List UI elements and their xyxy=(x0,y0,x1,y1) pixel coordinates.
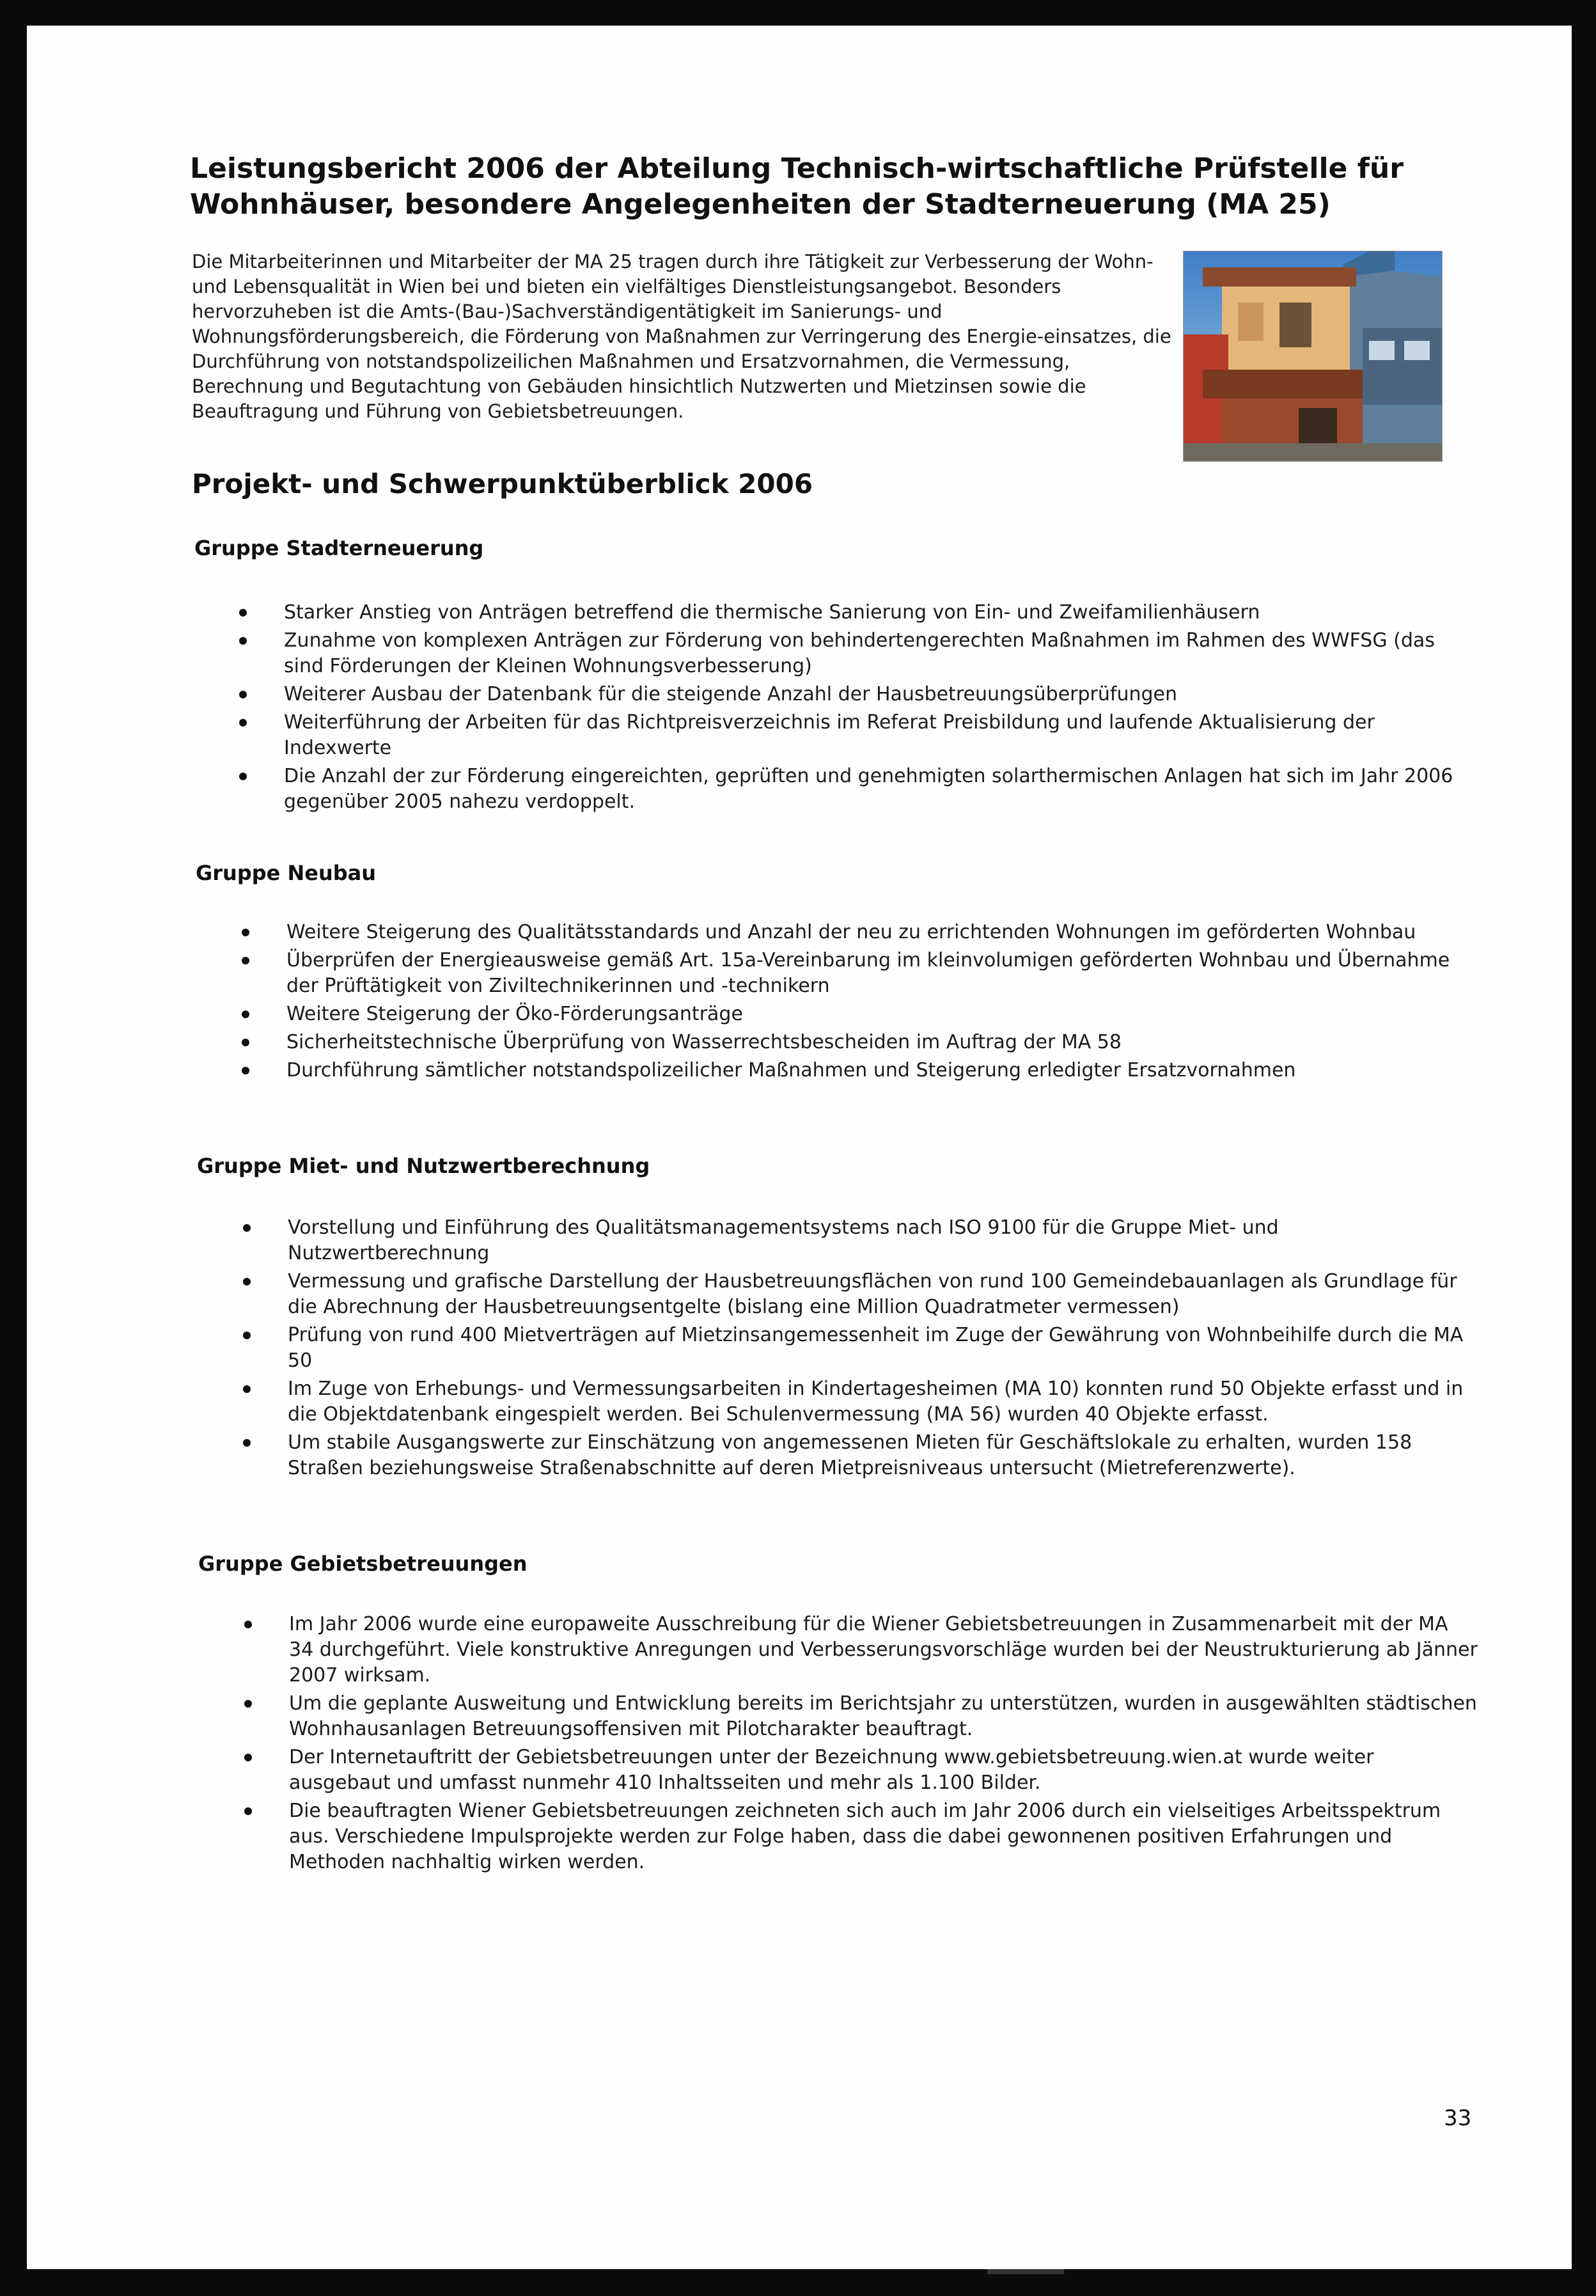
scan-binding-mark xyxy=(987,2269,1064,2274)
bullet-icon xyxy=(242,957,249,964)
list-item: Im Zuge von Erhebungs- und Vermessungsarbeiten in Kindertagesheimen (MA 10) konnten rund 50 Objekte erfasst und in die Objektdatenbank eingespielt werden. Bei Schulenvermessung (MA 56) wurden 40 Objekte erfasst. xyxy=(243,1376,1477,1427)
list-item: Im Jahr 2006 wurde eine europaweite Ausschreibung für die Wiener Gebietsbetreuungen in Zusammenarbeit mit der MA 34 durchgeführt. Viele konstruktive Anregungen und Verbesserungsvorschläge wurden bei der Neustrukturierung ab Jänner 2007 wirksam. xyxy=(244,1612,1478,1688)
section-heading: Projekt- und Schwerpunktüberblick 2006 xyxy=(192,468,813,499)
list-item: Weiterführung der Arbeiten für das Richtpreisverzeichnis im Referat Preisbildung und laufende Aktualisierung der Indexwerte xyxy=(239,710,1473,761)
list-item: Um die geplante Ausweitung und Entwicklung bereits im Berichtsjahr zu unterstützen, wurden in ausgewählten städtischen Wohnhausanlagen Betreuungsoffensiven mit Pilotcharakter beauftragt. xyxy=(244,1691,1478,1742)
list-gebietsbetreuungen xyxy=(244,1612,1478,1878)
list-item: Zunahme von komplexen Anträgen zur Förderung von behindertengerechten Maßnahmen im Rahmen des WWFSG (das sind Förderungen der Kleinen Wohnungsverbesserung) xyxy=(239,628,1473,679)
list-stadterneuerung xyxy=(239,600,1473,817)
bullet-icon xyxy=(243,1332,251,1339)
bullet-icon xyxy=(239,773,247,780)
bullet-icon xyxy=(244,1754,252,1761)
bullet-icon xyxy=(242,1039,249,1046)
bullet-icon xyxy=(242,929,249,936)
bullet-icon xyxy=(243,1439,251,1447)
bullet-icon xyxy=(244,1807,252,1815)
list-item: Starker Anstieg von Anträgen betreffend die thermische Sanierung von Ein- und Zweifamilienhäusern xyxy=(239,600,1473,625)
bullet-icon xyxy=(243,1224,251,1232)
bullet-icon xyxy=(244,1621,252,1628)
group-heading-miet-nutzwert: Gruppe Miet- und Nutzwertberechnung xyxy=(197,1154,650,1178)
list-item: Weitere Steigerung des Qualitätsstandards und Anzahl der neu zu errichtenden Wohnungen im geförderten Wohnbau xyxy=(242,920,1476,945)
bullet-icon xyxy=(243,1385,251,1393)
list-item: Vermessung und grafische Darstellung der Hausbetreuungsflächen von rund 100 Gemeindebauanlagen als Grundlage für die Abrechnung der Hausbetreuungsentgelte (bislang eine Million Quadratmeter vermessen) xyxy=(243,1269,1477,1320)
intro-paragraph: Die Mitarbeiterinnen und Mitarbeiter der MA 25 tragen durch ihre Tätigkeit zur Verbesserung der Wohn- und Lebensqualität in Wien bei und bieten ein vielfältiges Dienstleistungsangebot. Besonders hervorzuheben ist die Amts-(Bau-)Sachverständigentätigkeit im Sanierungs- und Wohnungsförderungsbereich, die Förderung von Maßnahmen zur Verringerung des Energie-einsatzes, die Durchführung von notstandspolizeilichen Maßnahmen und Ersatzvornahmen, die Vermessung, Berechnung und Begutachtung von Gebäuden hinsichtlich Nutzwerten und Mietzinsen sowie die Beauftragung und Führung von Gebietsbetreuungen. xyxy=(192,251,1171,422)
group-heading-gebietsbetreuungen: Gruppe Gebietsbetreuungen xyxy=(198,1552,528,1576)
list-item: Die beauftragten Wiener Gebietsbetreuungen zeichneten sich auch im Jahr 2006 durch ein vielseitiges Arbeitsspektrum aus. Verschiedene Impulsprojekte werden zur Folge haben, dass die dabei gewonnenen positiven Erfahrungen und Methoden nachhaltig wirken werden. xyxy=(244,1798,1478,1875)
page-number: 33 xyxy=(1444,2105,1472,2131)
list-item: Überprüfen der Energieausweise gemäß Art. 15a-Vereinbarung im kleinvolumigen geförderten Wohnbau und Übernahme der Prüftätigkeit von Ziviltechnikerinnen und -technikern xyxy=(242,948,1476,999)
bullet-icon xyxy=(239,719,247,727)
list-item: Die Anzahl der zur Förderung eingereichten, geprüften und genehmigten solarthermischen Anlagen hat sich im Jahr 2006 gegenüber 2005 nahezu verdoppelt. xyxy=(239,764,1473,815)
list-miet-nutzwert xyxy=(243,1215,1477,1484)
bullet-icon xyxy=(239,691,247,698)
bullet-icon xyxy=(239,609,247,617)
list-neubau xyxy=(242,920,1476,1086)
document-page xyxy=(27,26,1572,2269)
group-heading-neubau: Gruppe Neubau xyxy=(196,861,377,885)
list-item: Um stabile Ausgangswerte zur Einschätzung von angemessenen Mieten für Geschäftslokale zu erhalten, wurden 158 Straßen beziehungsweise Straßenabschnitte auf deren Mietpreisniveaus untersucht (Mietreferenzwerte). xyxy=(243,1430,1477,1481)
building-photo xyxy=(1183,251,1443,462)
page-title: Leistungsbericht 2006 der Abteilung Technisch-wirtschaftliche Prüfstelle für Wohnhäuser, besondere Angelegenheiten der Stadterneuerung (MA 25) xyxy=(190,152,1404,221)
list-item: Weitere Steigerung der Öko-Förderungsanträge xyxy=(242,1002,1476,1027)
group-heading-stadterneuerung: Gruppe Stadterneuerung xyxy=(194,536,484,560)
bullet-icon xyxy=(243,1278,251,1286)
bullet-icon xyxy=(242,1010,249,1018)
list-item: Vorstellung und Einführung des Qualitätsmanagementsystems nach ISO 9100 für die Gruppe Miet- und Nutzwertberechnung xyxy=(243,1215,1477,1266)
list-item: Sicherheitstechnische Überprüfung von Wasserrechtsbescheiden im Auftrag der MA 58 xyxy=(242,1030,1476,1055)
list-item: Durchführung sämtlicher notstandspolizeilicher Maßnahmen und Steigerung erledigter Ersatzvornahmen xyxy=(242,1058,1476,1083)
list-item: Weiterer Ausbau der Datenbank für die steigende Anzahl der Hausbetreuungsüberprüfungen xyxy=(239,682,1473,707)
bullet-icon xyxy=(239,637,247,645)
list-item: Der Internetauftritt der Gebietsbetreuungen unter der Bezeichnung www.gebietsbetreuung.wien.at wurde weiter ausgebaut und umfasst nunmehr 410 Inhaltsseiten und mehr als 1.100 Bilder. xyxy=(244,1745,1478,1796)
bullet-icon xyxy=(244,1700,252,1708)
bullet-icon xyxy=(242,1067,249,1074)
list-item: Prüfung von rund 400 Mietverträgen auf Mietzinsangemessenheit im Zuge der Gewährung von Wohnbeihilfe durch die MA 50 xyxy=(243,1323,1477,1374)
